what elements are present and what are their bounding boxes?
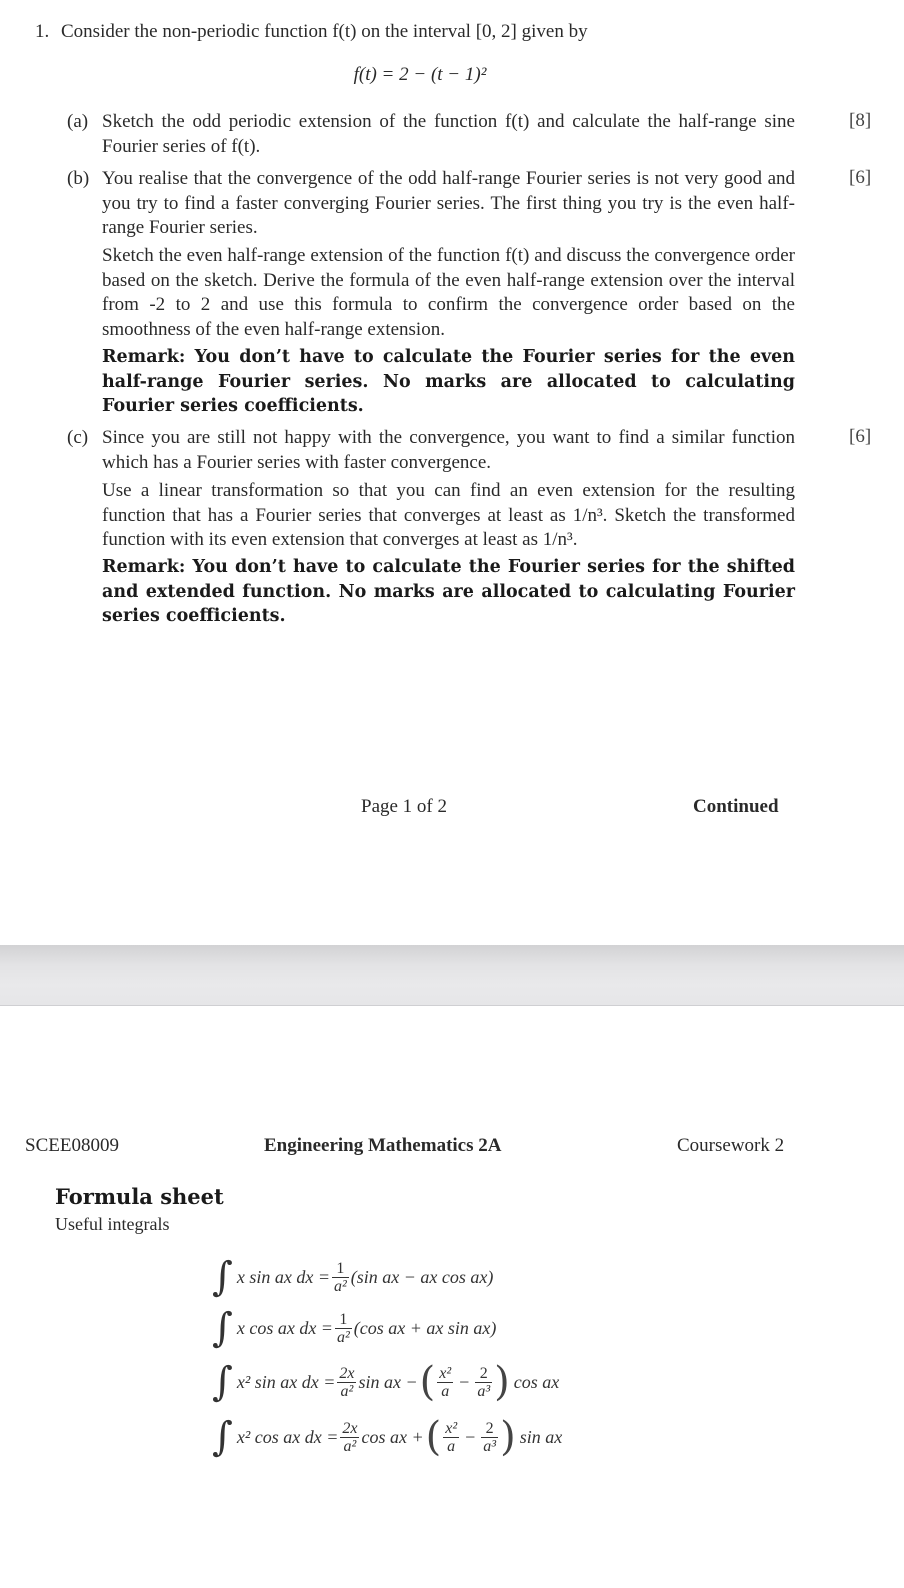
integral-tail: sin ax	[519, 1426, 563, 1447]
fraction	[332, 1260, 349, 1295]
formula-sheet-title: Formula sheet	[55, 1184, 224, 1209]
question-intro: Consider the non-periodic function f(t) on the interval [0, 2] given by	[61, 21, 588, 42]
integral-lhs: x² cos ax dx =	[236, 1426, 339, 1447]
integral-tail: cos ax	[513, 1371, 560, 1392]
page-number-footer: Page 1 of 2	[361, 796, 448, 817]
part-b-text: You realise that the convergence of the odd half-range Fourier series is not very good and you try to find a faster converging Fourier series. The first thing you try is the even half-range Fourier series.	[102, 168, 795, 238]
integral-mid: sin ax −	[358, 1371, 418, 1392]
fraction-denominator: a²	[340, 1382, 354, 1400]
fraction-denominator: a²	[333, 1277, 347, 1295]
fraction-numerator: 2	[481, 1420, 498, 1438]
part-c-remark: Remark: You don’t have to calculate the Fourier series for the shifted and extended function. No marks are allocated to calculating Fourier series coefficients.	[102, 557, 795, 626]
doc-type: Coursework 2	[677, 1135, 785, 1156]
fraction-numerator: 2x	[339, 1364, 355, 1382]
fraction-numerator: 1	[332, 1260, 349, 1278]
integral-rhs: (cos ax + ax sin ax)	[353, 1317, 497, 1338]
fraction-numerator: 2x	[342, 1419, 358, 1437]
formula-sheet-subtitle: Useful integrals	[55, 1214, 170, 1234]
part-c-label: (c)	[67, 427, 89, 448]
fraction-denominator: a	[441, 1382, 450, 1400]
integral-sign-icon: ∫	[212, 1305, 233, 1351]
operator: −	[459, 1371, 470, 1392]
part-c-text: Since you are still not happy with the convergence, you want to find a similar function which has a Fourier series with faster convergence.	[102, 427, 795, 473]
left-paren-icon: (	[425, 1414, 442, 1460]
integral-lhs: x cos ax dx =	[236, 1317, 333, 1338]
right-paren-icon: )	[494, 1359, 510, 1405]
fraction	[337, 1365, 356, 1400]
part-b-text-2: Sketch the even half-range extension of the function f(t) and discuss the convergence order based on the sketch. Derive the formula of the even half-range extension over the interval from -2 to 2 and use this formula to confirm the convergence order based on the smoothness of the even half-range extension.	[102, 245, 795, 340]
integral-row	[212, 1252, 493, 1302]
fraction-denominator: a³	[477, 1382, 491, 1400]
integral-row	[212, 1410, 562, 1464]
part-c-marks: [6]	[849, 426, 872, 447]
question-number: 1.	[35, 21, 50, 42]
integral-lhs: x² sin ax dx =	[236, 1371, 336, 1392]
integral-sign-icon: ∫	[212, 1359, 233, 1405]
course-title: Engineering Mathematics 2A	[264, 1135, 502, 1156]
fraction-numerator: 1	[335, 1311, 352, 1329]
operator: −	[465, 1426, 476, 1447]
continued-footer: Continued	[693, 796, 779, 817]
fraction	[443, 1420, 459, 1455]
left-paren-icon: (	[419, 1359, 436, 1405]
function-equation: f(t) = 2 − (t − 1)²	[353, 64, 487, 85]
fraction-denominator: a²	[343, 1437, 357, 1455]
part-b-remark: Remark: You don’t have to calculate the Fourier series for the even half-range Fourier series. No marks are allocated to calculating Fourier series coefficients.	[102, 347, 795, 416]
integral-lhs: x sin ax dx =	[236, 1266, 330, 1287]
page-separator	[0, 945, 904, 1006]
integral-sign-icon: ∫	[212, 1414, 233, 1460]
fraction-numerator: x²	[439, 1364, 452, 1382]
integral-mid: cos ax +	[361, 1426, 424, 1447]
part-a-marks: [8]	[849, 110, 872, 131]
integral-row	[212, 1303, 496, 1353]
fraction-denominator: a	[447, 1437, 456, 1455]
fraction	[481, 1420, 498, 1455]
fraction-numerator: x²	[445, 1419, 458, 1437]
part-a-text: Sketch the odd periodic extension of the function f(t) and calculate the half-range sine Fourier series of f(t).	[102, 111, 795, 157]
part-b-marks: [6]	[849, 167, 872, 188]
integral-rhs: (sin ax − ax cos ax)	[350, 1266, 494, 1287]
fraction	[335, 1311, 352, 1346]
part-a-label: (a)	[67, 111, 89, 132]
integral-row	[212, 1355, 559, 1409]
part-b-label: (b)	[67, 168, 90, 189]
fraction	[340, 1420, 359, 1455]
fraction-denominator: a²	[336, 1328, 350, 1346]
part-c-text-2: Use a linear transformation so that you can find an even extension for the resulting function that has a Fourier series that converges at least as 1/n³. Sketch the transformed function with its even extension that converges at least as 1/n³.	[102, 480, 795, 550]
fraction-denominator: a³	[483, 1437, 497, 1455]
right-paren-icon: )	[500, 1414, 516, 1460]
fraction-numerator: 2	[475, 1365, 492, 1383]
integral-sign-icon: ∫	[212, 1254, 233, 1300]
fraction	[475, 1365, 492, 1400]
course-code: SCEE08009	[25, 1135, 119, 1156]
fraction	[437, 1365, 453, 1400]
